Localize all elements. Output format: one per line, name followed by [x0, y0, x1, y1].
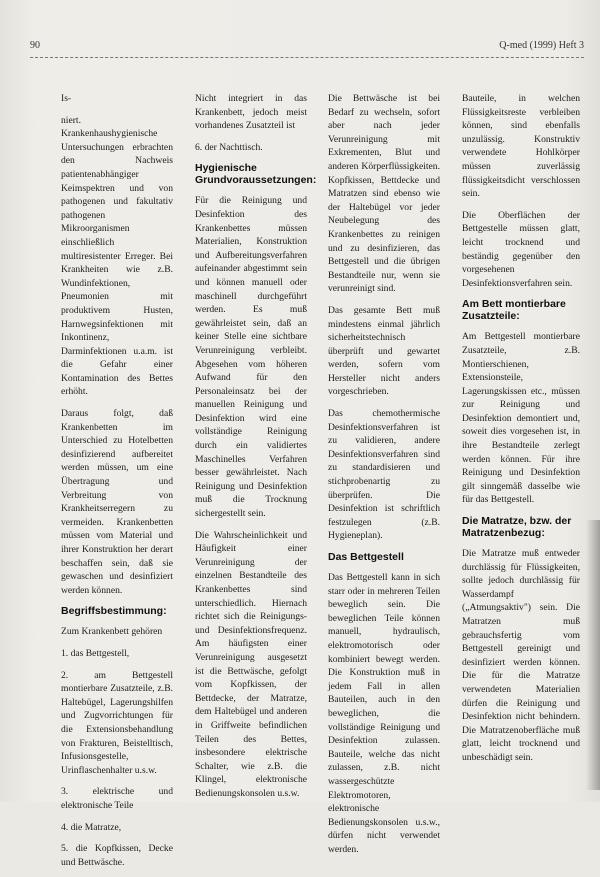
- text-column-2: [195, 92, 317, 809]
- paragraph: Bauteile, in welchen Flüssigkeitsreste verbleiben können, sind ebenfalls unzulässig. Konstruktiv verwendete Hohlkörper müssen zuverlässig flüssigkeitsdicht verschlossen sein.: [462, 93, 580, 200]
- paragraph: Nicht integriert in das Krankenbett, jedoch meist vorhandenes Zusatzteil ist: [195, 93, 307, 132]
- paragraph: 2. am Bettgestell montierbare Zusatzteile, z.B. Haltebügel, Lagerungshilfen und Zugvorrichtungen für die Extensionsbehandlung von Frakturen, Beistelltisch, Infusionsgestelle, Urinflaschenhalter u.s.w.: [61, 669, 173, 776]
- paragraph: 4. die Matratze,: [61, 821, 122, 833]
- section-heading: Am Bett montierbare Zusatzteile:: [462, 298, 566, 323]
- text-column-4: [462, 92, 580, 773]
- paragraph: Für die Reinigung und Desinfektion des Krankenbettes müssen Materialien, Konstruktion und Aufbereitungsverfahren aufeinander abgestimmt sein und können manuell oder maschinell durchgeführt werden. Es muß gewährleistet sein, daß an keiner Stelle eine sichtbare Verunreinigung verbleibt. Abgesehen vom höheren Aufwand für den Personaleinsatz bei der manuellen Reinigung und Desinfektion wird eine vollständige Reinigung durch ein validiertes Maschinelles Verfahren besser gewährleistet. Nach Reinigung und Desinfektion muß die Trocknung sichergestellt sein.: [195, 195, 307, 520]
- paragraph: Die Matratze muß entweder durchlässig für Flüssigkeiten, sollte jedoch durchlässig für Wasserdampf („Atmungsaktiv") sein. Die Matratzen muß gebrauchsfertig vom Bettgestell gereinigt und desinfiziert werden können. Die für die Matratze verwendeten Materialien dürfen die Reinigung und Desinfektion nicht behindern. Die Matratzenoberfläche muß glatt, leicht trocknend und unbeschädigt sein.: [462, 548, 580, 763]
- paragraph: Die Bettwäsche ist bei Bedarf zu wechseln, sofort aber nach jeder Verunreinigung mit Exkrementen, Blut und anderen Körperflüssigkeiten. Kopfkissen, Bettdecke und Matratzen sind ebenso wie der Haltebügel vor jeder Neubelegung des Krankenbettes zu reinigen und zu desinfizieren, das Bettgestell und die übrigen Bestandteile nur, wenn sie verunreinigt sind.: [328, 93, 440, 295]
- paragraph: Die Oberflächen der Bettgestelle müssen glatt, leicht trocknend und beständig gegenüber den vorgesehenen Desinfektionsverfahren sein.: [462, 209, 580, 289]
- paragraph: Das chemothermische Desinfektionsverfahren ist zu validieren, andere Desinfektionsverfahren sind zu standardisieren und stichprobenartig zu überprüfen. Die Desinfektion ist schriftlich festzulegen (z.B. Hygieneplan).: [328, 408, 440, 542]
- text-column-3: [328, 92, 440, 864]
- paragraph: 1. das Bettgestell,: [61, 647, 130, 659]
- scan-edge-shadow: [586, 520, 600, 790]
- header-rule: [30, 57, 584, 58]
- journal-reference: Q-med (1999) Heft 3: [499, 40, 584, 51]
- paragraph: Das gesamte Bett muß mindestens einmal jährlich sicherheitstechnisch überprüft und gewartet werden, sofern vom Hersteller nicht anders vorgeschrieben.: [328, 304, 440, 398]
- paragraph: 6. der Nachttisch.: [195, 141, 263, 153]
- section-heading: Hygienische Grundvoraussetzungen:: [195, 162, 317, 187]
- paragraph: Zum Krankenbett gehören: [61, 626, 163, 638]
- section-heading: Das Bettgestell: [328, 551, 404, 563]
- paragraph: Is-: [61, 93, 72, 104]
- paragraph: Die Wahrscheinlichkeit und Häufigkeit einer Verunreinigung der einzelnen Bestandteile des Krankenbettes sind unterschiedlich. Hiernach richtet sich die Reinigungs- und Desinfektionsfrequenz. Am häufigsten einer Verunreinigung ausgesetzt ist die Bettwäsche, gefolgt vom Kopfkissen, der Bettdecke, der Matratze, dem Haltebügel und anderen in Griffweite befindlichen Teilen des Bettes, insbesondere elektrische Schalter, wie z.B. die Klingel, elektronische Bedienungskonsolen u.s.w.: [195, 529, 307, 799]
- paragraph: Das Bettgestell kann in sich starr oder in mehreren Teilen beweglich sein. Die beweglichen Teile können manuell, hydraulisch, elektromotorisch oder kombiniert bewegt werden. Die Konstruktion muß in jedem Fall in allen Bauteilen, auch in den beweglichen, die vollständige Reinigung und Desinfektion zulassen. Bauteile, welche das nicht zulassen, z.B. nicht wassergeschützte Elektromotoren, elektronische Bedienungskonsolen u.s.w., dürfen nicht verwendet werden.: [328, 572, 440, 855]
- paragraph: Daraus folgt, daß Krankenbetten im Unterschied zu Hotelbetten desinfizierend aufbereitet werden müssen, um eine Übertragung und Verbreitung von Krankheitserregern zu vermeiden. Krankenbetten müssen vom Material und ihrer Konstruktion her derart beschaffen sein, daß sie gewaschen und desinfiziert werden können.: [61, 408, 173, 596]
- section-heading: Die Matratze, bzw. der Matratzenbezug:: [462, 515, 572, 540]
- section-heading: Begriffsbestimmung:: [61, 605, 167, 618]
- page-header: [30, 40, 584, 56]
- page-number: 90: [30, 40, 40, 51]
- text-column-1: [61, 92, 173, 877]
- paragraph: 5. die Kopfkissen, Decke und Bettwäsche.: [61, 843, 173, 868]
- paragraph: 3. elektrische und elektronische Teile: [61, 786, 173, 811]
- paragraph: niert. Krankenhaushygienische Untersuchungen erbrachten den Nachweis patientenabhängiger Keimspektren und von pathogenen und fakultativ pathogenen Mikroorganismen einschließlich multiresistenter Erreger. Bei Krankheiten wie z.B. Wundinfektionen, Pneumonien mit produktivem Husten, Harnwegsinfektionen mit Inkontinenz, Darminfektionen u.a.m. ist die Gefahr einer Kontamination des Bettes erhöht.: [61, 114, 173, 398]
- paragraph: Am Bettgestell montierbare Zusatzteile, z.B. Montierschienen, Extensionsteile, Lagerungskissen etc., müssen zur Reinigung und Desinfektion demontiert und, soweit dies vorgesehen ist, in ihre Bestandteile zerlegt werden können. Für ihre Reinigung und Desinfektion gilt sinngemäß dasselbe wie für das Bettgestell.: [462, 331, 580, 506]
